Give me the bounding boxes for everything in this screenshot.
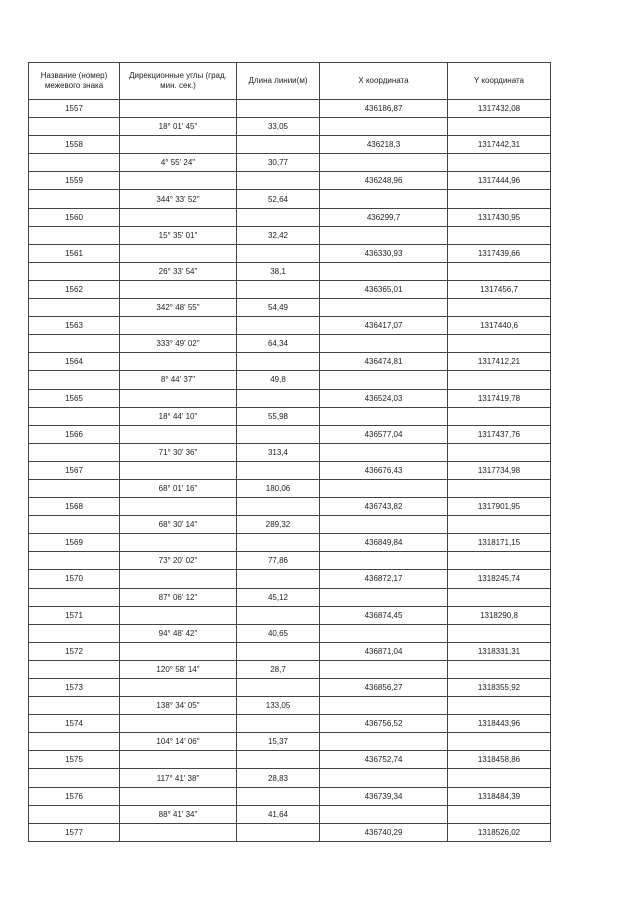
segment-row <box>29 697 551 715</box>
line-length-cell: 30,77 <box>237 154 320 172</box>
point-row <box>29 642 551 660</box>
empty-cell <box>448 118 551 136</box>
empty-cell <box>237 787 320 805</box>
empty-cell <box>120 389 237 407</box>
empty-cell <box>448 226 551 244</box>
empty-cell <box>448 443 551 461</box>
line-length-cell: 289,32 <box>237 516 320 534</box>
direction-angle-cell: 71° 30' 36" <box>120 443 237 461</box>
empty-cell <box>29 733 120 751</box>
empty-cell <box>320 226 448 244</box>
y-coordinate-cell: 1317901,95 <box>448 498 551 516</box>
x-coordinate-cell: 436676,43 <box>320 461 448 479</box>
empty-cell <box>237 642 320 660</box>
header-x-coordinate: X координата <box>320 63 448 100</box>
empty-cell <box>320 733 448 751</box>
empty-cell <box>320 697 448 715</box>
empty-cell <box>448 335 551 353</box>
empty-cell <box>237 534 320 552</box>
line-length-cell: 55,98 <box>237 407 320 425</box>
boundary-coordinates-table <box>28 62 551 842</box>
empty-cell <box>120 823 237 841</box>
y-coordinate-cell: 1317437,76 <box>448 425 551 443</box>
direction-angle-cell: 117° 41' 38" <box>120 769 237 787</box>
point-row <box>29 715 551 733</box>
point-name-cell: 1560 <box>29 208 120 226</box>
empty-cell <box>29 588 120 606</box>
direction-angle-cell: 18° 01' 45" <box>120 118 237 136</box>
empty-cell <box>29 118 120 136</box>
x-coordinate-cell: 436740,29 <box>320 823 448 841</box>
empty-cell <box>120 642 237 660</box>
empty-cell <box>320 660 448 678</box>
point-name-cell: 1572 <box>29 642 120 660</box>
header-point-name: Название (номер) межевого знака <box>29 63 120 100</box>
x-coordinate-cell: 436330,93 <box>320 244 448 262</box>
segment-row <box>29 805 551 823</box>
y-coordinate-cell: 1317412,21 <box>448 353 551 371</box>
point-row <box>29 570 551 588</box>
x-coordinate-cell: 436871,04 <box>320 642 448 660</box>
line-length-cell: 32,42 <box>237 226 320 244</box>
y-coordinate-cell: 1318245,74 <box>448 570 551 588</box>
segment-row <box>29 190 551 208</box>
x-coordinate-cell: 436365,01 <box>320 280 448 298</box>
empty-cell <box>320 299 448 317</box>
line-length-cell: 38,1 <box>237 262 320 280</box>
empty-cell <box>120 570 237 588</box>
empty-cell <box>237 280 320 298</box>
empty-cell <box>320 335 448 353</box>
line-length-cell: 28,83 <box>237 769 320 787</box>
x-coordinate-cell: 436874,45 <box>320 606 448 624</box>
line-length-cell: 45,12 <box>237 588 320 606</box>
header-line-length: Длина линии(м) <box>237 63 320 100</box>
point-row <box>29 606 551 624</box>
y-coordinate-cell: 1318484,39 <box>448 787 551 805</box>
point-name-cell: 1571 <box>29 606 120 624</box>
empty-cell <box>29 516 120 534</box>
empty-cell <box>448 479 551 497</box>
empty-cell <box>237 715 320 733</box>
empty-cell <box>237 823 320 841</box>
y-coordinate-cell: 1318355,92 <box>448 679 551 697</box>
point-name-cell: 1574 <box>29 715 120 733</box>
empty-cell <box>448 154 551 172</box>
point-name-cell: 1576 <box>29 787 120 805</box>
empty-cell <box>320 516 448 534</box>
empty-cell <box>120 208 237 226</box>
point-name-cell: 1558 <box>29 136 120 154</box>
point-row <box>29 353 551 371</box>
empty-cell <box>120 353 237 371</box>
x-coordinate-cell: 436849,84 <box>320 534 448 552</box>
segment-row <box>29 118 551 136</box>
empty-cell <box>237 570 320 588</box>
empty-cell <box>29 479 120 497</box>
empty-cell <box>29 769 120 787</box>
direction-angle-cell: 333° 49' 02" <box>120 335 237 353</box>
point-row <box>29 787 551 805</box>
point-row <box>29 823 551 841</box>
empty-cell <box>237 461 320 479</box>
empty-cell <box>448 407 551 425</box>
empty-cell <box>448 299 551 317</box>
empty-cell <box>237 136 320 154</box>
empty-cell <box>320 588 448 606</box>
x-coordinate-cell: 436752,74 <box>320 751 448 769</box>
line-length-cell: 28,7 <box>237 660 320 678</box>
point-name-cell: 1570 <box>29 570 120 588</box>
y-coordinate-cell: 1317432,08 <box>448 100 551 118</box>
empty-cell <box>29 226 120 244</box>
empty-cell <box>120 498 237 516</box>
line-length-cell: 15,37 <box>237 733 320 751</box>
x-coordinate-cell: 436524,03 <box>320 389 448 407</box>
empty-cell <box>29 262 120 280</box>
segment-row <box>29 262 551 280</box>
point-row <box>29 136 551 154</box>
empty-cell <box>120 425 237 443</box>
segment-row <box>29 552 551 570</box>
point-name-cell: 1577 <box>29 823 120 841</box>
y-coordinate-cell: 1318290,8 <box>448 606 551 624</box>
empty-cell <box>237 317 320 335</box>
y-coordinate-cell: 1317439,66 <box>448 244 551 262</box>
header-y-coordinate: Y координата <box>448 63 551 100</box>
y-coordinate-cell: 1317734,98 <box>448 461 551 479</box>
segment-row <box>29 154 551 172</box>
point-name-cell: 1566 <box>29 425 120 443</box>
empty-cell <box>320 443 448 461</box>
empty-cell <box>29 154 120 172</box>
empty-cell <box>320 479 448 497</box>
empty-cell <box>448 262 551 280</box>
direction-angle-cell: 73° 20' 02" <box>120 552 237 570</box>
empty-cell <box>448 733 551 751</box>
line-length-cell: 52,64 <box>237 190 320 208</box>
y-coordinate-cell: 1318331,31 <box>448 642 551 660</box>
empty-cell <box>237 425 320 443</box>
direction-angle-cell: 344° 33' 52" <box>120 190 237 208</box>
empty-cell <box>29 697 120 715</box>
point-row <box>29 751 551 769</box>
empty-cell <box>120 100 237 118</box>
y-coordinate-cell: 1318526,02 <box>448 823 551 841</box>
direction-angle-cell: 26° 33' 54" <box>120 262 237 280</box>
direction-angle-cell: 104° 14' 06" <box>120 733 237 751</box>
direction-angle-cell: 342° 48' 55" <box>120 299 237 317</box>
point-name-cell: 1561 <box>29 244 120 262</box>
y-coordinate-cell: 1317444,96 <box>448 172 551 190</box>
line-length-cell: 54,49 <box>237 299 320 317</box>
point-row <box>29 498 551 516</box>
empty-cell <box>120 679 237 697</box>
empty-cell <box>29 407 120 425</box>
empty-cell <box>29 805 120 823</box>
point-name-cell: 1559 <box>29 172 120 190</box>
empty-cell <box>448 190 551 208</box>
x-coordinate-cell: 436856,27 <box>320 679 448 697</box>
x-coordinate-cell: 436756,52 <box>320 715 448 733</box>
empty-cell <box>237 100 320 118</box>
empty-cell <box>448 769 551 787</box>
empty-cell <box>448 805 551 823</box>
empty-cell <box>120 715 237 733</box>
direction-angle-cell: 18° 44' 10" <box>120 407 237 425</box>
y-coordinate-cell: 1317456,7 <box>448 280 551 298</box>
empty-cell <box>29 552 120 570</box>
segment-row <box>29 516 551 534</box>
x-coordinate-cell: 436299,7 <box>320 208 448 226</box>
empty-cell <box>448 588 551 606</box>
point-name-cell: 1565 <box>29 389 120 407</box>
point-row <box>29 461 551 479</box>
empty-cell <box>320 552 448 570</box>
x-coordinate-cell: 436248,96 <box>320 172 448 190</box>
empty-cell <box>320 805 448 823</box>
segment-row <box>29 226 551 244</box>
direction-angle-cell: 68° 30' 14" <box>120 516 237 534</box>
x-coordinate-cell: 436872,17 <box>320 570 448 588</box>
line-length-cell: 41,64 <box>237 805 320 823</box>
empty-cell <box>120 280 237 298</box>
point-name-cell: 1557 <box>29 100 120 118</box>
empty-cell <box>120 606 237 624</box>
empty-cell <box>448 516 551 534</box>
point-row <box>29 534 551 552</box>
segment-row <box>29 407 551 425</box>
empty-cell <box>29 299 120 317</box>
x-coordinate-cell: 436743,82 <box>320 498 448 516</box>
line-length-cell: 49,8 <box>237 371 320 389</box>
x-coordinate-cell: 436739,34 <box>320 787 448 805</box>
empty-cell <box>237 679 320 697</box>
empty-cell <box>237 353 320 371</box>
direction-angle-cell: 87° 06' 12" <box>120 588 237 606</box>
empty-cell <box>120 136 237 154</box>
empty-cell <box>448 660 551 678</box>
y-coordinate-cell: 1317442,31 <box>448 136 551 154</box>
empty-cell <box>120 172 237 190</box>
empty-cell <box>29 335 120 353</box>
empty-cell <box>320 154 448 172</box>
line-length-cell: 77,86 <box>237 552 320 570</box>
segment-row <box>29 624 551 642</box>
empty-cell <box>320 407 448 425</box>
empty-cell <box>237 389 320 407</box>
direction-angle-cell: 4° 55' 24" <box>120 154 237 172</box>
point-name-cell: 1568 <box>29 498 120 516</box>
segment-row <box>29 588 551 606</box>
point-name-cell: 1573 <box>29 679 120 697</box>
empty-cell <box>237 208 320 226</box>
empty-cell <box>29 190 120 208</box>
empty-cell <box>237 751 320 769</box>
empty-cell <box>120 244 237 262</box>
point-row <box>29 172 551 190</box>
empty-cell <box>448 371 551 389</box>
point-name-cell: 1563 <box>29 317 120 335</box>
point-name-cell: 1567 <box>29 461 120 479</box>
empty-cell <box>120 461 237 479</box>
point-row <box>29 317 551 335</box>
line-length-cell: 133,05 <box>237 697 320 715</box>
empty-cell <box>237 172 320 190</box>
y-coordinate-cell: 1317419,78 <box>448 389 551 407</box>
point-row <box>29 425 551 443</box>
point-row <box>29 244 551 262</box>
empty-cell <box>448 552 551 570</box>
segment-row <box>29 769 551 787</box>
line-length-cell: 180,06 <box>237 479 320 497</box>
empty-cell <box>120 317 237 335</box>
direction-angle-cell: 88° 41' 34" <box>120 805 237 823</box>
empty-cell <box>29 443 120 461</box>
direction-angle-cell: 8° 44' 37" <box>120 371 237 389</box>
empty-cell <box>320 371 448 389</box>
segment-row <box>29 660 551 678</box>
point-row <box>29 280 551 298</box>
empty-cell <box>29 624 120 642</box>
point-name-cell: 1575 <box>29 751 120 769</box>
direction-angle-cell: 15° 35' 01" <box>120 226 237 244</box>
direction-angle-cell: 68° 01' 16" <box>120 479 237 497</box>
empty-cell <box>448 697 551 715</box>
empty-cell <box>237 498 320 516</box>
x-coordinate-cell: 436417,07 <box>320 317 448 335</box>
segment-row <box>29 335 551 353</box>
x-coordinate-cell: 436186,87 <box>320 100 448 118</box>
point-name-cell: 1569 <box>29 534 120 552</box>
y-coordinate-cell: 1318443,96 <box>448 715 551 733</box>
empty-cell <box>320 118 448 136</box>
x-coordinate-cell: 436577,04 <box>320 425 448 443</box>
empty-cell <box>237 606 320 624</box>
empty-cell <box>237 244 320 262</box>
direction-angle-cell: 138° 34' 05" <box>120 697 237 715</box>
segment-row <box>29 479 551 497</box>
segment-row <box>29 733 551 751</box>
empty-cell <box>320 190 448 208</box>
empty-cell <box>120 751 237 769</box>
point-row <box>29 389 551 407</box>
y-coordinate-cell: 1317430,95 <box>448 208 551 226</box>
empty-cell <box>120 787 237 805</box>
point-name-cell: 1564 <box>29 353 120 371</box>
y-coordinate-cell: 1317440,6 <box>448 317 551 335</box>
empty-cell <box>320 769 448 787</box>
line-length-cell: 40,65 <box>237 624 320 642</box>
point-row <box>29 208 551 226</box>
empty-cell <box>120 534 237 552</box>
empty-cell <box>320 262 448 280</box>
empty-cell <box>320 624 448 642</box>
direction-angle-cell: 120° 58' 14" <box>120 660 237 678</box>
empty-cell <box>29 371 120 389</box>
segment-row <box>29 371 551 389</box>
y-coordinate-cell: 1318171,15 <box>448 534 551 552</box>
segment-row <box>29 443 551 461</box>
point-name-cell: 1562 <box>29 280 120 298</box>
x-coordinate-cell: 436474,81 <box>320 353 448 371</box>
point-row <box>29 100 551 118</box>
direction-angle-cell: 94° 48' 42" <box>120 624 237 642</box>
line-length-cell: 313,4 <box>237 443 320 461</box>
header-direction-angle: Дирекционные углы (град. мин. сек.) <box>120 63 237 100</box>
empty-cell <box>448 624 551 642</box>
point-row <box>29 679 551 697</box>
y-coordinate-cell: 1318458,86 <box>448 751 551 769</box>
line-length-cell: 33,05 <box>237 118 320 136</box>
x-coordinate-cell: 436218,3 <box>320 136 448 154</box>
line-length-cell: 64,34 <box>237 335 320 353</box>
header-row <box>29 63 551 100</box>
empty-cell <box>29 660 120 678</box>
segment-row <box>29 299 551 317</box>
